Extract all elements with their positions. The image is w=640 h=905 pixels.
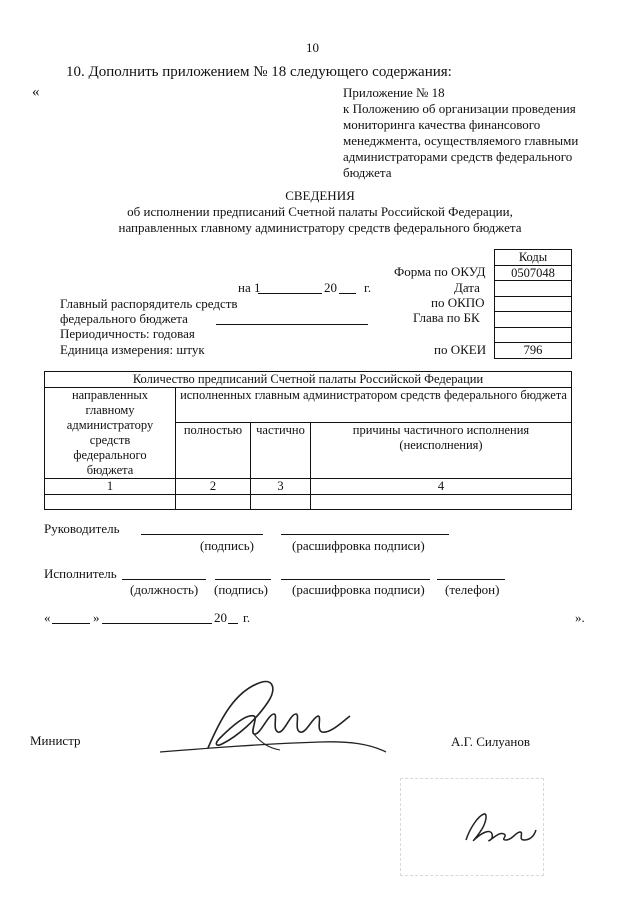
codes-table (494, 249, 572, 359)
executor-signature-blank[interactable] (215, 579, 271, 580)
position-caption: (должность) (130, 582, 199, 597)
okpo-label: по ОКПО (431, 295, 485, 310)
executor-position-blank[interactable] (122, 579, 206, 580)
table-cell[interactable] (251, 495, 311, 510)
appendix-line: к Положению об организации проведения (343, 101, 576, 116)
head-label: Руководитель (44, 521, 120, 536)
year-blank[interactable] (339, 293, 356, 294)
date-blank[interactable] (258, 293, 322, 294)
date-open-quote: « (44, 610, 51, 625)
head-signature-blank[interactable] (141, 534, 263, 535)
sign-date-year: 20 (214, 610, 227, 625)
sign-year-blank[interactable] (228, 623, 238, 624)
appendix-line: мониторинга качества финансового (343, 117, 541, 132)
codes-header: Коды (495, 250, 572, 266)
amendment-heading: 10. Дополнить приложением № 18 следующего содержания: (66, 64, 452, 80)
date-close-quote: » (93, 610, 100, 625)
decode-caption: (расшифровка подписи) (292, 538, 425, 553)
report-subtitle: об исполнении предписаний Счетной палаты Российской Федерации, (127, 204, 513, 219)
head-decode-blank[interactable] (281, 534, 449, 535)
date-year: 20 (324, 280, 337, 295)
month-blank[interactable] (102, 623, 212, 624)
main-manager-blank[interactable] (216, 324, 368, 325)
opening-quote: « (32, 84, 40, 100)
okei-value: 796 (495, 343, 572, 359)
sign-date-suffix: г. (243, 610, 251, 625)
col-reasons-header: причины частичного исполнения (неисполнения) (311, 423, 572, 479)
col-number: 4 (311, 479, 572, 495)
executor-decode-blank[interactable] (281, 579, 430, 580)
closing-quote: ». (575, 610, 585, 625)
col-number: 1 (45, 479, 176, 495)
sign-caption: (подпись) (200, 538, 254, 553)
unit-label: Единица измерения: штук (60, 342, 205, 357)
minister-name: А.Г. Силуанов (451, 734, 530, 749)
col-number: 3 (251, 479, 311, 495)
prescriptions-table (44, 371, 572, 510)
minister-label: Министр (30, 733, 81, 748)
bk-label: Глава по БК (413, 310, 480, 325)
main-manager-label: Главный распорядитель средств (60, 296, 238, 311)
executor-label: Исполнитель (44, 566, 117, 581)
col-partial-header: частично (251, 423, 311, 479)
bk-code-cell (495, 312, 572, 328)
col-sent-header: направленных главному администратору средств федерального бюджета (45, 388, 176, 479)
okei-label: по ОКЕИ (434, 342, 487, 357)
day-blank[interactable] (52, 623, 90, 624)
appendix-text (343, 101, 578, 181)
sign-caption: (подпись) (214, 582, 268, 597)
table-top-header: Количество предписаний Счетной палаты Российской Федерации (45, 372, 572, 388)
executor-phone-blank[interactable] (437, 579, 505, 580)
report-subtitle: направленных главному администратору средств федерального бюджета (118, 220, 522, 235)
report-title: СВЕДЕНИЯ (285, 188, 355, 203)
col-number: 2 (176, 479, 251, 495)
page-number: 10 (306, 40, 319, 55)
minister-signature-icon (150, 670, 390, 790)
appendix-line: администраторами средств федерального (343, 149, 573, 164)
phone-caption: (телефон) (445, 582, 500, 597)
periodicity-label: Периодичность: годовая (60, 326, 195, 341)
initials-signature-icon (460, 810, 540, 850)
main-manager-label: федерального бюджета (60, 311, 188, 326)
col-full-header: полностью (176, 423, 251, 479)
table-cell[interactable] (176, 495, 251, 510)
okud-label: Форма по ОКУД (394, 264, 486, 279)
col-executed-header: исполненных главным администратором средств федерального бюджета (176, 388, 572, 423)
date-suffix: г. (364, 280, 372, 295)
okpo-code-cell (495, 296, 572, 312)
okud-value: 0507048 (495, 265, 572, 281)
table-cell[interactable] (45, 495, 176, 510)
date-code-cell (495, 281, 572, 297)
appendix-title: Приложение № 18 (343, 85, 445, 100)
decode-caption: (расшифровка подписи) (292, 582, 425, 597)
table-cell[interactable] (311, 495, 572, 510)
date-label: Дата (454, 280, 480, 295)
empty-code-cell (495, 327, 572, 343)
appendix-line: бюджета (343, 165, 392, 180)
date-prefix: на 1 (238, 280, 261, 295)
appendix-line: менеджмента, осуществляемого главными (343, 133, 579, 148)
